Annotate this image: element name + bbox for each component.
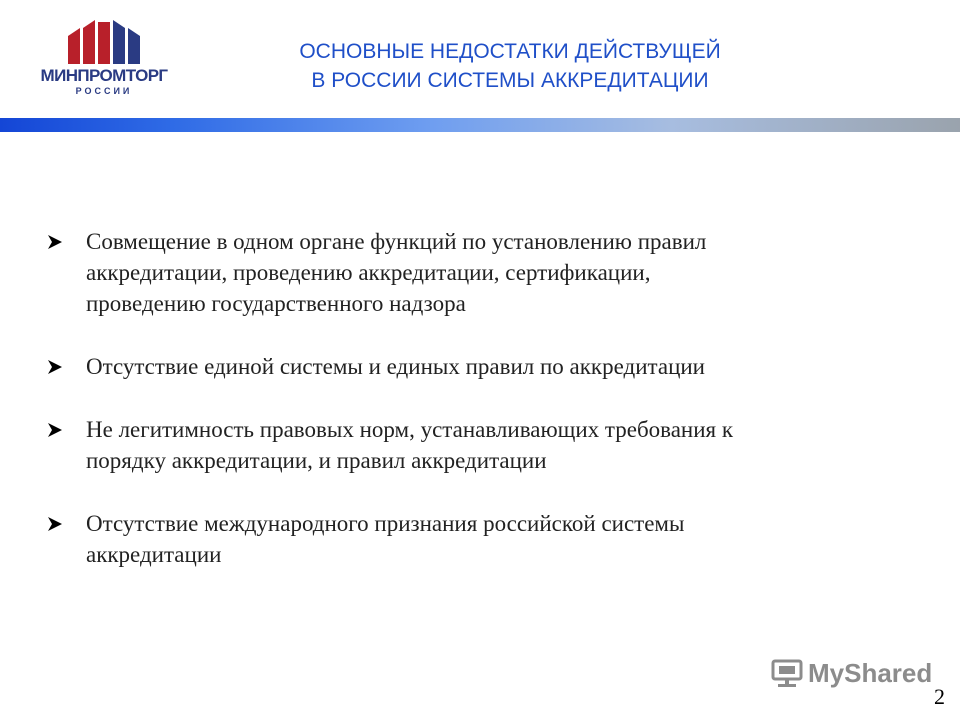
arrow-bullet-icon <box>48 517 62 531</box>
bullet-text: Отсутствие единой системы и единых правил по аккредитации <box>86 354 705 379</box>
arrow-bullet-icon <box>48 235 62 249</box>
logo-subtitle: РОССИИ <box>75 86 133 96</box>
bullet-item <box>48 508 908 570</box>
slide-title <box>180 37 840 95</box>
bullet-text: Совмещение в одном органе функций по установлению правил аккредитации, проведению аккредитации, сертификации, проведению государственного надзора <box>86 229 707 316</box>
bullet-list <box>48 226 908 602</box>
slide-title-line-2: В РОССИИ СИСТЕМЫ АККРЕДИТАЦИИ <box>311 69 709 92</box>
arrow-bullet-icon <box>48 360 62 374</box>
header-gradient-rule <box>0 118 960 132</box>
bullet-text: Отсутствие международного признания российской системы аккредитации <box>86 511 685 567</box>
myshared-logo-icon <box>770 659 804 689</box>
logo-emblem-icon <box>66 18 142 64</box>
bullet-item <box>48 414 908 476</box>
logo-name: МИНПРОМТОРГ <box>40 66 168 85</box>
watermark-text: MyShared <box>808 658 933 688</box>
arrow-bullet-icon <box>48 423 62 437</box>
bullet-item <box>48 351 908 382</box>
page-number: 2 <box>934 684 945 709</box>
ministry-logo <box>34 14 174 102</box>
bullet-item <box>48 226 908 319</box>
bullet-text: Не легитимность правовых норм, устанавливающих требования к порядку аккредитации, и правил аккредитации <box>86 417 734 473</box>
slide-title-line-1: ОСНОВНЫЕ НЕДОСТАТКИ ДЕЙСТВУЩЕЙ <box>299 40 721 63</box>
myshared-watermark <box>770 658 932 689</box>
